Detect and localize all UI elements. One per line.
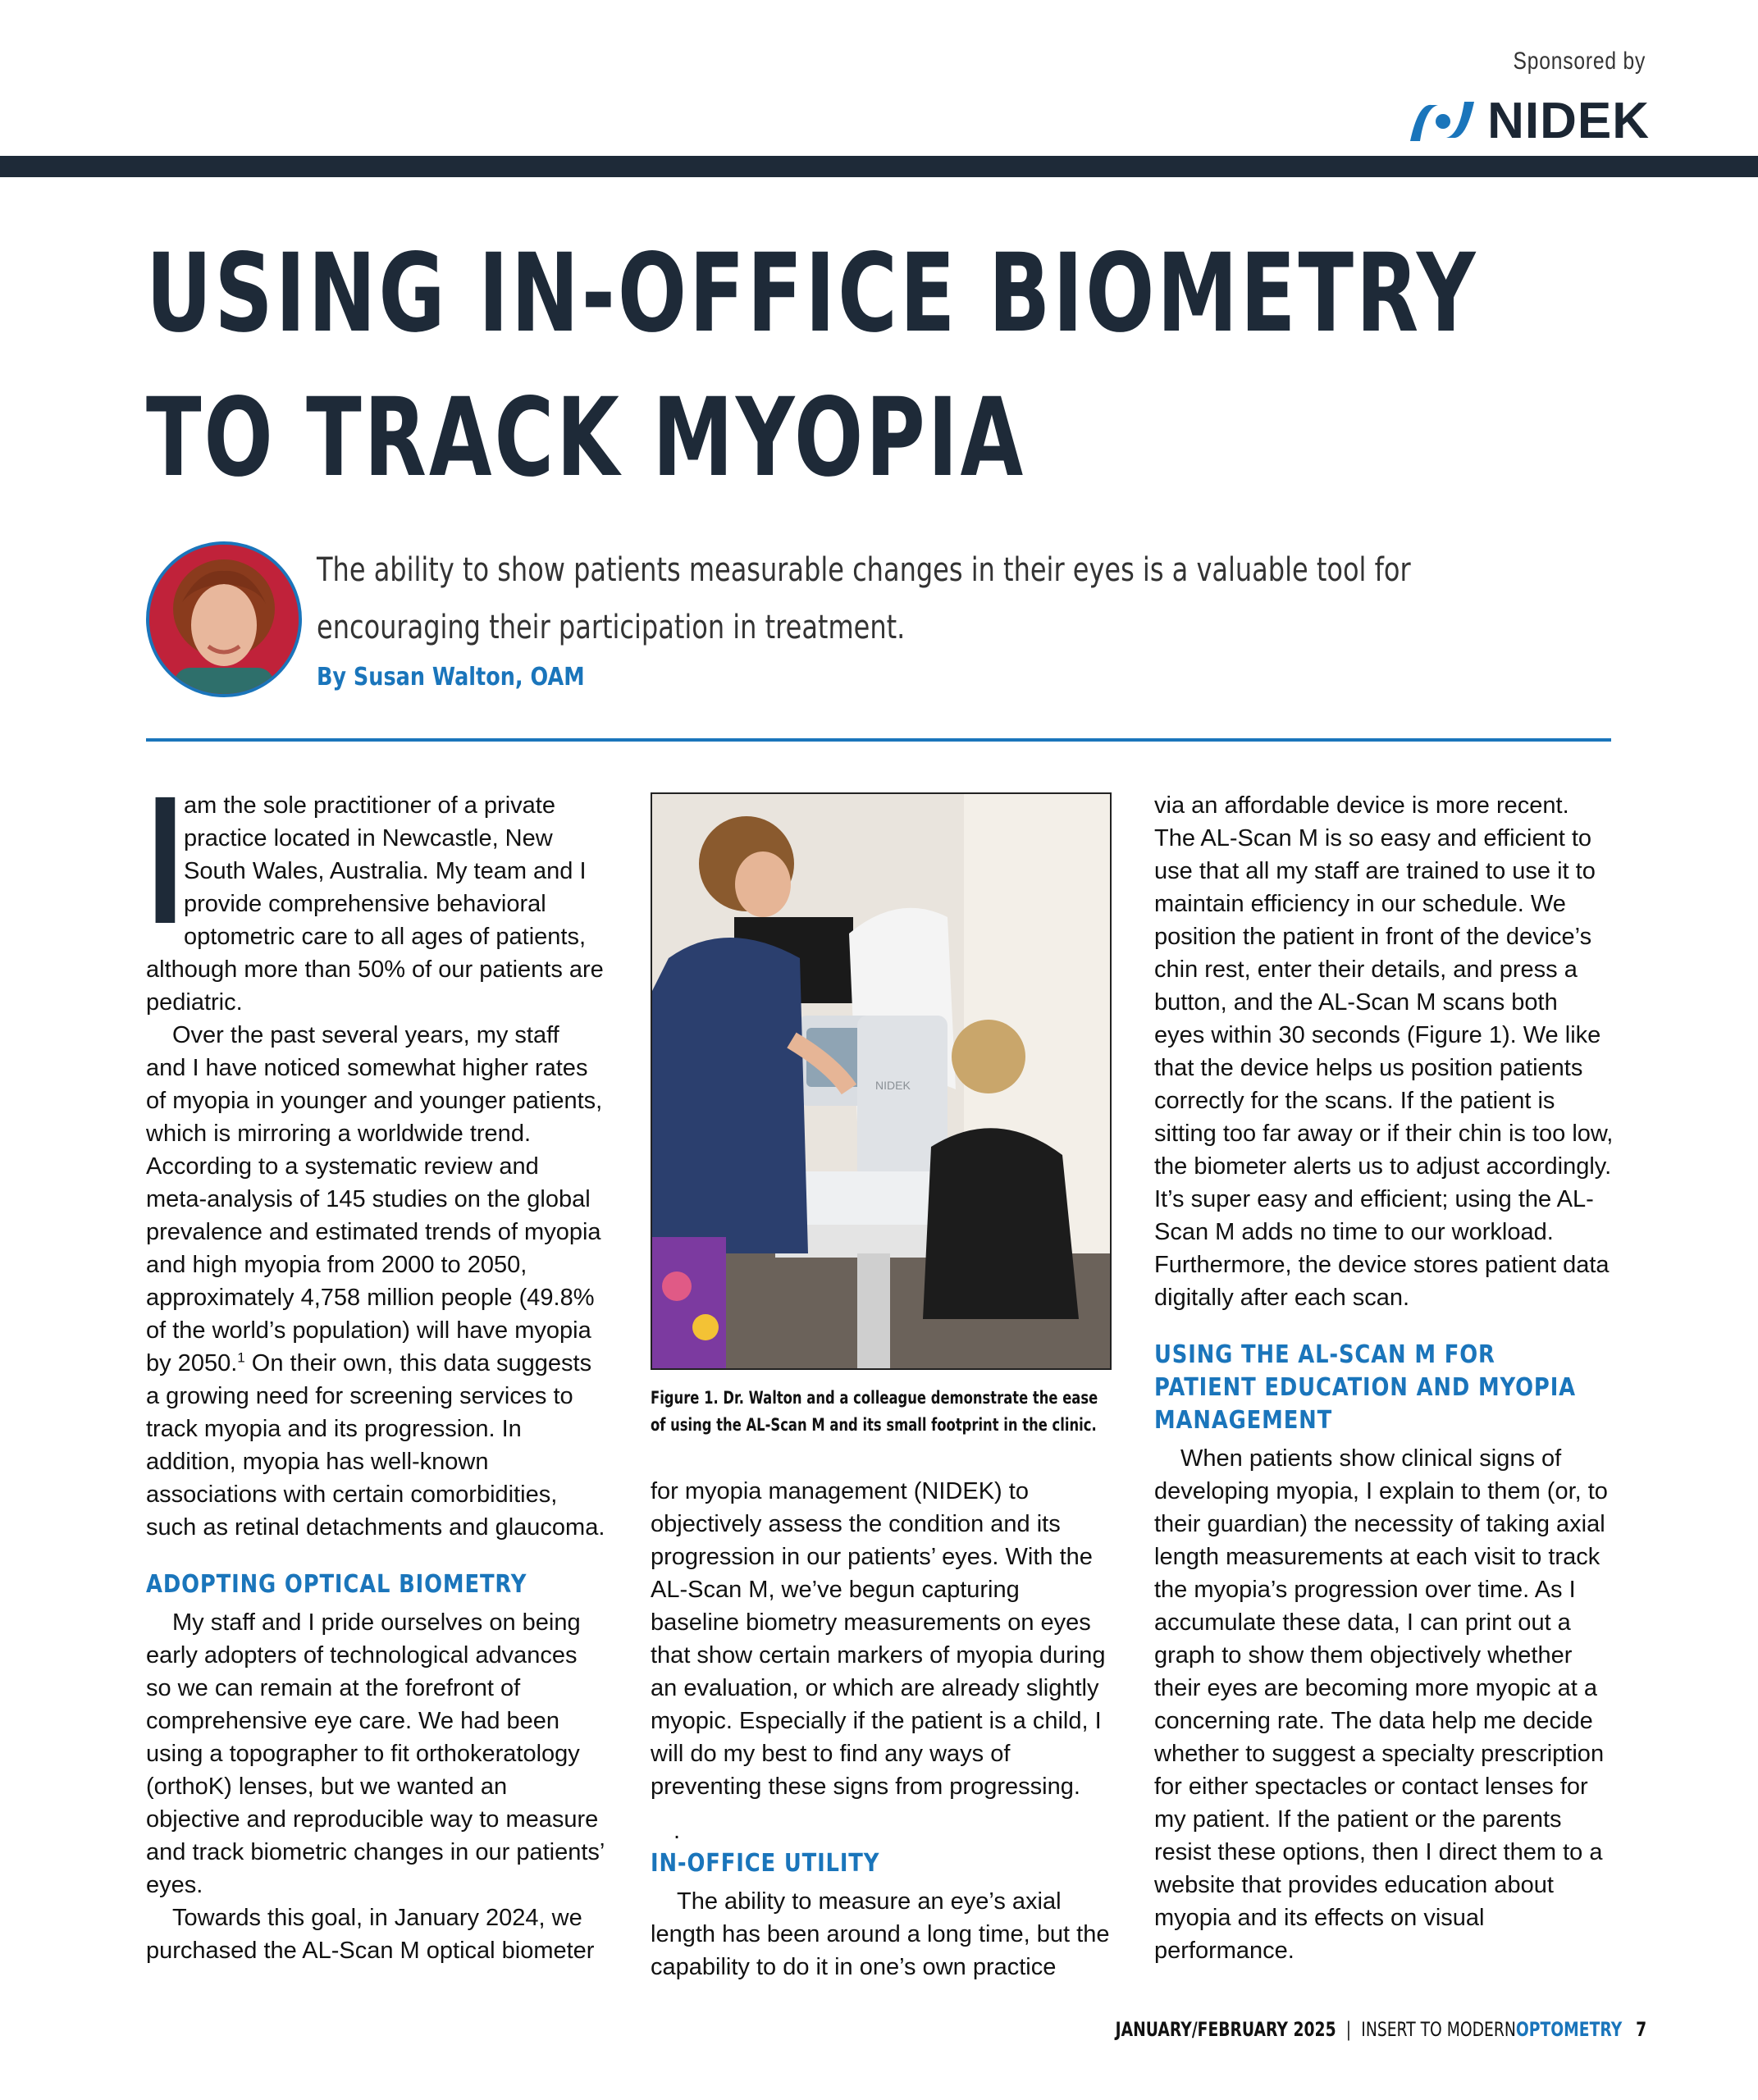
- article-subtitle: The ability to show patients measurable changes in their eyes is a valuable tool for encouraging their participation in treatment.: [317, 551, 1411, 646]
- paragraph: When patients show clinical signs of developing myopia, I explain to them (or, to their guardian) the necessity of taking axial length measurements at each visit to track the myopia’s progression over time. As I accumulate these data, I can print out a graph to show them objectively whether their eyes are becoming more myopic at a concerning rate. The data help me decide whether to suggest a specialty prescription for either spectacles or contact lenses for my patient. If the patient or the parents resist these options, then I direct them to a website that provides education about myopia and its effects on visual performance.: [1154, 1445, 1608, 1964]
- nidek-logo-icon: [1407, 98, 1477, 144]
- title-line-2: TO TRACK MYOPIA: [146, 375, 1026, 501]
- page-footer: [1115, 2018, 1646, 2041]
- device-brand-label: NIDEK: [875, 1079, 911, 1092]
- article-title: [146, 221, 1478, 510]
- author-photo: [146, 541, 302, 697]
- footer-issue: JANUARY/FEBRUARY 2025: [1115, 2018, 1336, 2041]
- divider: [146, 738, 1611, 742]
- page-number: 7: [1635, 2018, 1646, 2041]
- paragraph: My staff and I pride ourselves on being early adopters of technological advances so we can remain at the forefront of comprehensive eye care. We had been using a topographer to fit orthokeratology (orthoK) lenses, but we wanted an objective and reproducible way to measure and track biometric changes in our patients’ eyes.: [146, 1609, 605, 1898]
- section-heading: IN-OFFICE UTILITY: [651, 1849, 880, 1878]
- footer-insert-text: INSERT TO MODERN: [1361, 2018, 1516, 2041]
- footer-separator: |: [1345, 2018, 1351, 2041]
- column-2: [651, 1475, 1110, 1984]
- column-1: [146, 763, 605, 1967]
- section-heading: ADOPTING OPTICAL BIOMETRY: [146, 1570, 527, 1599]
- paragraph-text: Over the past several years, my staff and I have noticed somewhat higher rates of myopia in younger and younger patients, which is mirroring a worldwide trend. According to a systematic review and meta-analysis of 145 studies on the global prevalence and estimated trends of myopia and high myopia from 2000 to 2050, approximately 4,758 million people (49.8% of the world’s population) will have myopia by 2050.: [146, 1022, 603, 1376]
- reference-marker: 1: [237, 1349, 245, 1366]
- paragraph-text: On their own, this data suggests a growing need for screening services to track myopia and its progression. In addition, myopia has well-known associations with certain comorbidities, such as retinal detachments and glaucoma.: [146, 1350, 605, 1541]
- figure-photo: [651, 792, 1112, 1370]
- brand-name: NIDEK: [1487, 93, 1650, 149]
- sponsor-label: Sponsored by: [1513, 48, 1646, 75]
- header-bar: [0, 156, 1758, 177]
- drop-cap: I: [146, 763, 185, 964]
- paragraph: [146, 1019, 605, 1544]
- stray-mark: .: [674, 1818, 681, 1844]
- column-3: [1154, 789, 1614, 1967]
- paragraph: Towards this goal, in January 2024, we purchased the AL-Scan M optical biometer: [146, 1905, 595, 1964]
- sponsor-logo: [1407, 92, 1650, 150]
- figure-caption: Figure 1. Dr. Walton and a colleague demonstrate the ease of using the AL-Scan M and its small footprint in the clinic.: [651, 1388, 1098, 1435]
- section-heading: USING THE AL-SCAN M FOR PATIENT EDUCATION AND MYOPIA MANAGEMENT: [1154, 1340, 1576, 1435]
- paragraph: for myopia management (NIDEK) to objectively assess the condition and its progression in our patients’ eyes. With the AL-Scan M, we’ve begun capturing baseline biometry measurements on eyes that show certain markers of myopia during an evaluation, or which are already slightly myopic. Especially if the patient is a child, I will do my best to find any ways of preventing these signs from progressing.: [651, 1478, 1106, 1800]
- paragraph: via an affordable device is more recent. The AL-Scan M is so easy and efficient to use that all my staff are trained to use it to maintain efficiency in our schedule. We position the patient in front of the device’s chin rest, enter their details, and press a button, and the AL-Scan M scans both eyes within 30 seconds (Figure 1). We like that the device helps us position patients correctly for the scans. If the patient is sitting too far away or if their chin is too low, the biometer alerts us to adjust accordingly. It’s super easy and efficient; using the AL-Scan M adds no time to our workload. Furthermore, the device stores patient data digitally after each scan.: [1154, 792, 1614, 1311]
- paragraph: The ability to measure an eye’s axial length has been around a long time, but the capability to do it in one’s own practice: [651, 1888, 1110, 1980]
- paragraph: am the sole practitioner of a private practice located in Newcastle, New South Wales, Australia. My team and I provide comprehensive behavioral optometric care to all ages of patients, although more than 50% of our patients are pediatric.: [146, 792, 604, 1016]
- footer-magazine: OPTOMETRY: [1515, 2018, 1623, 2041]
- byline: By Susan Walton, OAM: [317, 663, 585, 692]
- title-line-1: USING IN-OFFICE BIOMETRY: [146, 231, 1478, 357]
